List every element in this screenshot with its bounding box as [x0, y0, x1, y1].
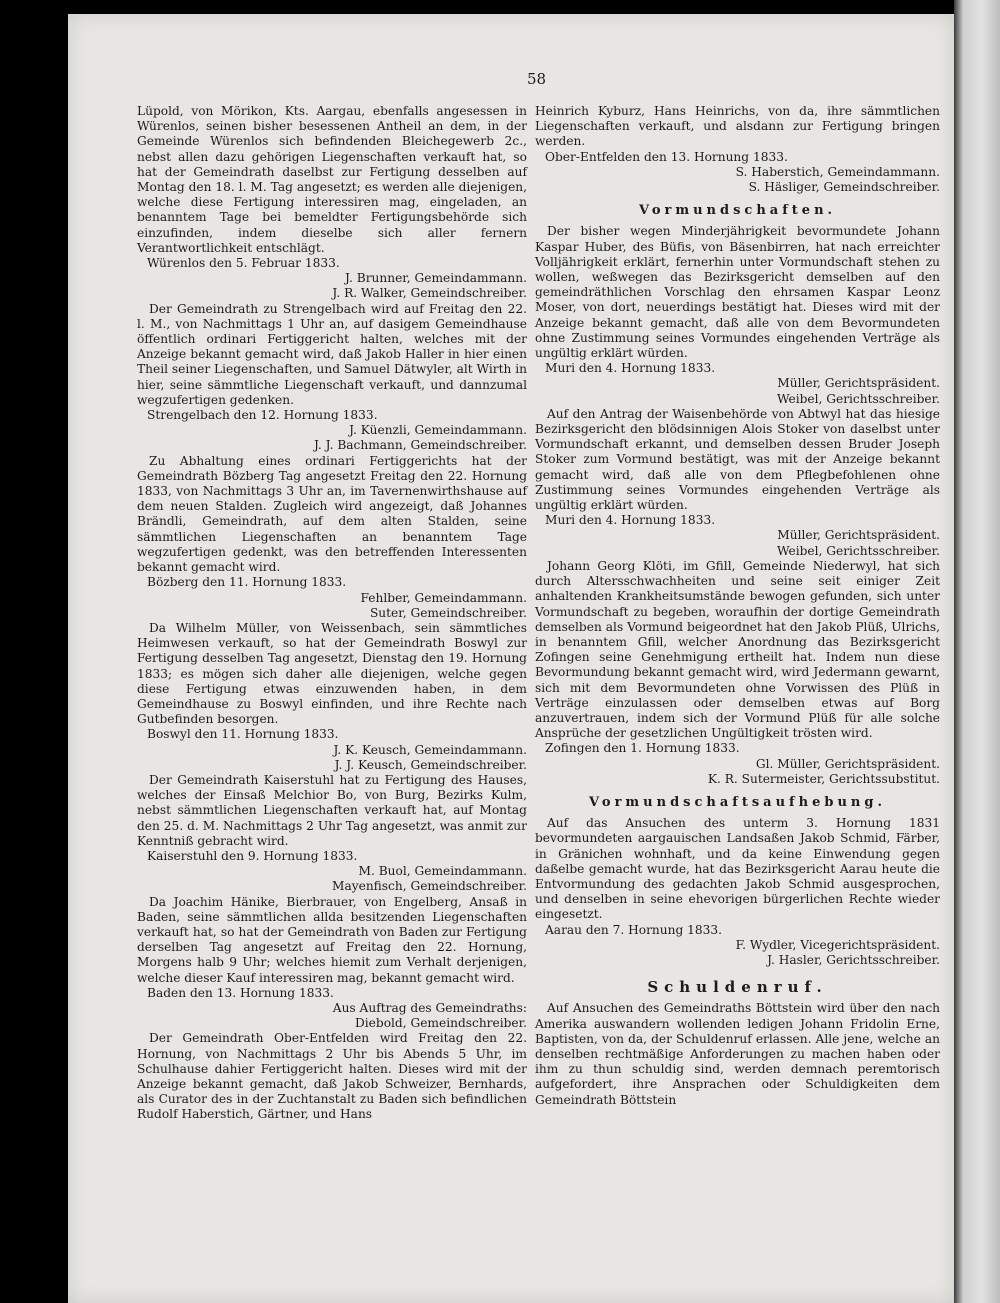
notice-signature: Diebold, Gemeindschreiber. — [355, 1016, 527, 1031]
notice-signature: K. R. Sutermeister, Gerichtssubstitut. — [707, 771, 940, 786]
notice-place-date: Bözberg den 11. Hornung 1833. — [147, 575, 347, 590]
notice-place-date: Strengelbach den 12. Hornung 1833. — [147, 408, 378, 423]
notice-signature: J. J. Keusch, Gemeindschreiber. — [334, 757, 527, 772]
notice-place-date: Muri den 4. Hornung 1833. — [545, 513, 716, 528]
notice-signature: J. J. Bachmann, Gemeindschreiber. — [313, 438, 527, 453]
notice-boswyl: Da Wilhelm Müller, von Weissenbach, sein sämmtliches Heimwesen verkauft, so hat der Gemeindrath Boswyl zur Fertigung desselben Tag angesetzt, Dienstag den 19. Hornung 1833; es mögen sich daher alle diejenigen, welche gegen diese Fertigung etwas einzuwenden haben, in dem Gemeindhause zu Boswyl einfinden, und ihre Rechte nach Gutbefinden besorgen. — [137, 620, 527, 727]
page-fold — [954, 0, 1000, 1303]
notice-place-date: Baden den 13. Hornung 1833. — [147, 985, 334, 1000]
notice-signature: J. Küenzli, Gemeindammann. — [349, 423, 527, 438]
section-heading-vormundschaftsaufhebung: Vormundschaftsaufhebung. — [589, 794, 886, 810]
notice-signature: Aus Auftrag des Gemeindraths: — [332, 1000, 527, 1015]
notice-signature: J. R. Walker, Gemeindschreiber. — [332, 286, 527, 301]
notice-signature: J. K. Keusch, Gemeindammann. — [333, 742, 527, 757]
notice-kloeti: Johann Georg Klöti, im Gfill, Gemeinde Niederwyl, hat sich durch Altersschwachheiten und seine seit einiger Zeit anhaltenden Krankheitsumstände bewogen gefunden, sich unter Vormundschaft zu begeben, woraufhin der dortige Gemeindrath demselben als Vormund beigeordnet hat den Jakob Plüß, Ulrichs, in benanntem Gfill, welcher Anordnung das Bezirksgericht Zofingen seine Genehmigung ertheilt hat. Indem nun diese Bevormundung bekannt gemacht wird, wird Jedermann gewarnt, sich mit dem Bevormundeten ohne Vorwissen des Plüß in Verträge einzulassen oder demselben etwas auf Borg anzuvertrauen, indem sich der Vormund Plüß für alle solche Ansprüche der gesetzlichen Ungültigkeit trösten wird. — [535, 558, 940, 741]
notice-signature: J. Brunner, Gemeindammann. — [345, 271, 527, 286]
section-heading-vormundschaften: Vormundschaften. — [638, 203, 837, 219]
notice-place-date: Würenlos den 5. Februar 1833. — [147, 256, 340, 271]
notice-kaiserstuhl: Der Gemeindrath Kaiserstuhl hat zu Fertigung des Hauses, welches der Einsaß Melchior Bo, von Burg, Bezirks Kulm, nebst sämmtlichen Liegenschaften verkauft hat, auf Montag den 25. d. M. Nachmittags 2 Uhr Tag angesetzt, was anmit zur Kenntniß gebracht wird. — [137, 772, 527, 848]
right-column — [535, 104, 940, 1108]
notice-signature: Fehlber, Gemeindammann. — [360, 590, 527, 605]
notice-signature: Müller, Gerichtspräsident. — [777, 376, 940, 391]
notice-signature: Weibel, Gerichtsschreiber. — [776, 543, 940, 558]
notice-place-date: Zofingen den 1. Hornung 1833. — [545, 741, 740, 756]
section-heading-schuldenruf: Schuldenruf. — [647, 978, 828, 997]
notice-baden: Da Joachim Hänike, Bierbrauer, von Engelberg, Ansaß in Baden, seine sämmtlichen allda besitzenden Liegenschaften verkauft hat, so hat der Gemeindrath von Baden zur Fertigung derselben Tag angesetzt auf Freitag den 22. Hornung, Morgens halb 9 Uhr; welches hiemit zum Verhalt derjenigen, welche dieser Kauf interessiren mag, bekannt gemacht wird. — [137, 894, 527, 985]
notice-signature: M. Buol, Gemeindammann. — [358, 864, 527, 879]
notice-stoker: Auf den Antrag der Waisenbehörde von Abtwyl hat das hiesige Bezirksgericht den blödsinnigen Alois Stoker von daselbst unter Vormundschaft erkannt, und demselben dessen Bruder Joseph Stoker zum Vormund bestätigt, was mit der Anzeige bekannt gemacht wird, daß alle von dem Pflegbefohlenen ohne Zustimmung seines Vormundes eingehenden Verträge als ungültig erklärt würden. — [535, 406, 940, 513]
notice-strengelbach: Der Gemeindrath zu Strengelbach wird auf Freitag den 22. l. M., von Nachmittags 1 Uhr an, auf dasigem Gemeindhause öffentlich ordinari Fertiggericht halten, welches mit der Anzeige bekannt gemacht wird, daß Jakob Haller in hier einen Theil seiner Liegenschaften, und Samuel Dätwyler, alt Wirth in hier, seine sämmtliche Liegenschaft verkauft, und dannzumal wegzufertigen gedenken. — [137, 301, 527, 407]
notice-signature: Müller, Gerichtspräsident. — [777, 528, 940, 543]
notice-place-date: Muri den 4. Hornung 1833. — [545, 361, 716, 376]
page-number: 58 — [527, 70, 547, 88]
notice-place-date: Kaiserstuhl den 9. Hornung 1833. — [147, 848, 358, 863]
notice-huber: Der bisher wegen Minderjährigkeit bevormundete Johann Kaspar Huber, des Büfis, von Bäsenbirren, hat nach erreichter Volljährigkeit erklärt, fernerhin unter Vormundschaft stehen zu wollen, weßwegen das Bezirksgericht demselben auf den gemeindräthlichen Vorschlag den ehrsamen Kaspar Leonz Moser, von dort, neuerdings bestätigt hat. Dieses wird mit der Anzeige bekannt gemacht, daß alle von dem Bevormundeten ohne Zustimmung seines Vormundes eingehenden Verträge als ungültig erklärt würden. — [535, 224, 940, 361]
notice-signature: Gl. Müller, Gerichtspräsident. — [755, 756, 940, 771]
notice-place-date: Ober-Entfelden den 13. Hornung 1833. — [545, 149, 788, 164]
notice-wuerenlos: Lüpold, von Mörikon, Kts. Aargau, ebenfalls angesessen in Würenlos, seinen bisher besessenen Antheil an dem, in der Gemeinde Würenlos sich befindenden Bleichegewerb 2c., nebst allen dazu gehörigen Liegenschaften verkauft hat, so hat der Gemeindrath daselbst zur Fertigung desselben auf Montag den 18. l. M. Tag angesetzt; es werden alle diejenigen, welche diese Fertigung interessiren mag, eingeladen, an benanntem Tage bei bemeldter Fertigungsbehörde sich einzufinden, indem dieselbe sich aller fernern Verantwortlichkeit entschlägt. — [137, 104, 527, 255]
notice-signature: F. Wydler, Vicegerichtspräsident. — [735, 937, 940, 952]
notice-signature: Mayenfisch, Gemeindschreiber. — [331, 879, 527, 894]
notice-boezberg: Zu Abhaltung eines ordinari Fertiggerichts hat der Gemeindrath Bözberg Tag angesetzt Freitag den 22. Hornung 1833, von Nachmittags 3 Uhr an, im Tavernenwirthshause auf dem neuen Stalden. Zugleich wird angezeigt, daß Johannes Brändli, Gemeindrath, auf dem alten Stalden, seine sämmtlichen Liegenschaften an benanntem Tage wegzufertigen gedenkt, was den betreffenden Interessenten bekannt gemacht wird. — [137, 453, 527, 575]
notice-signature: Suter, Gemeindschreiber. — [369, 605, 527, 620]
notice-signature: S. Haberstich, Gemeindammann. — [735, 164, 940, 179]
notice-ober-entfelden: Der Gemeindrath Ober-Entfelden wird Freitag den 22. Hornung, von Nachmittags 2 Uhr bis Abends 5 Uhr, im Schulhause dahier Fertiggericht halten. Dieses wird mit der Anzeige bekannt gemacht, daß Jakob Schweizer, Bernhards, als Curator des in der Zuchtanstalt zu Baden sich befindlichen Rudolf Haberstich, Gärtner, und Hans — [137, 1031, 527, 1122]
notice-erne: Auf Ansuchen des Gemeindraths Böttstein wird über den nach Amerika auswandern wollenden ledigen Johann Fridolin Erne, Baptisten, von da, der Schuldenruf erlassen. Alle jene, welche an denselben rechtmäßige Anforderungen zu machen haben oder ihm zu thun schuldig sind, werden demnach peremtorisch aufgefordert, ihre Ansprachen oder Schuldigkeiten dem Gemeindrath Böttstein — [535, 1001, 940, 1107]
notice-ober-entfelden-cont: Heinrich Kyburz, Hans Heinrichs, von da, ihre sämmtlichen Liegenschaften verkauft, und alsdann zur Fertigung bringen werden. — [535, 104, 940, 149]
notice-signature: S. Häsliger, Gemeindschreiber. — [748, 180, 940, 195]
notice-schmid: Auf das Ansuchen des unterm 3. Hornung 1831 bevormundeten aargauischen Landsaßen Jakob Schmid, Färber, in Gränichen wohnhaft, und da keine Einwendung gegen daßelbe gemacht wurde, hat das Bezirksgericht Aarau heute die Entvormundung des gedachten Jakob Schmid ausgesprochen, und denselben in seine ehevorigen bürgerlichen Rechte wieder eingesetzt. — [535, 816, 940, 922]
left-column — [137, 104, 527, 1123]
notice-place-date: Boswyl den 11. Hornung 1833. — [147, 727, 339, 742]
notice-signature: Weibel, Gerichtsschreiber. — [776, 391, 940, 406]
notice-signature: J. Hasler, Gerichtsschreiber. — [767, 952, 940, 967]
notice-place-date: Aarau den 7. Hornung 1833. — [545, 922, 723, 937]
